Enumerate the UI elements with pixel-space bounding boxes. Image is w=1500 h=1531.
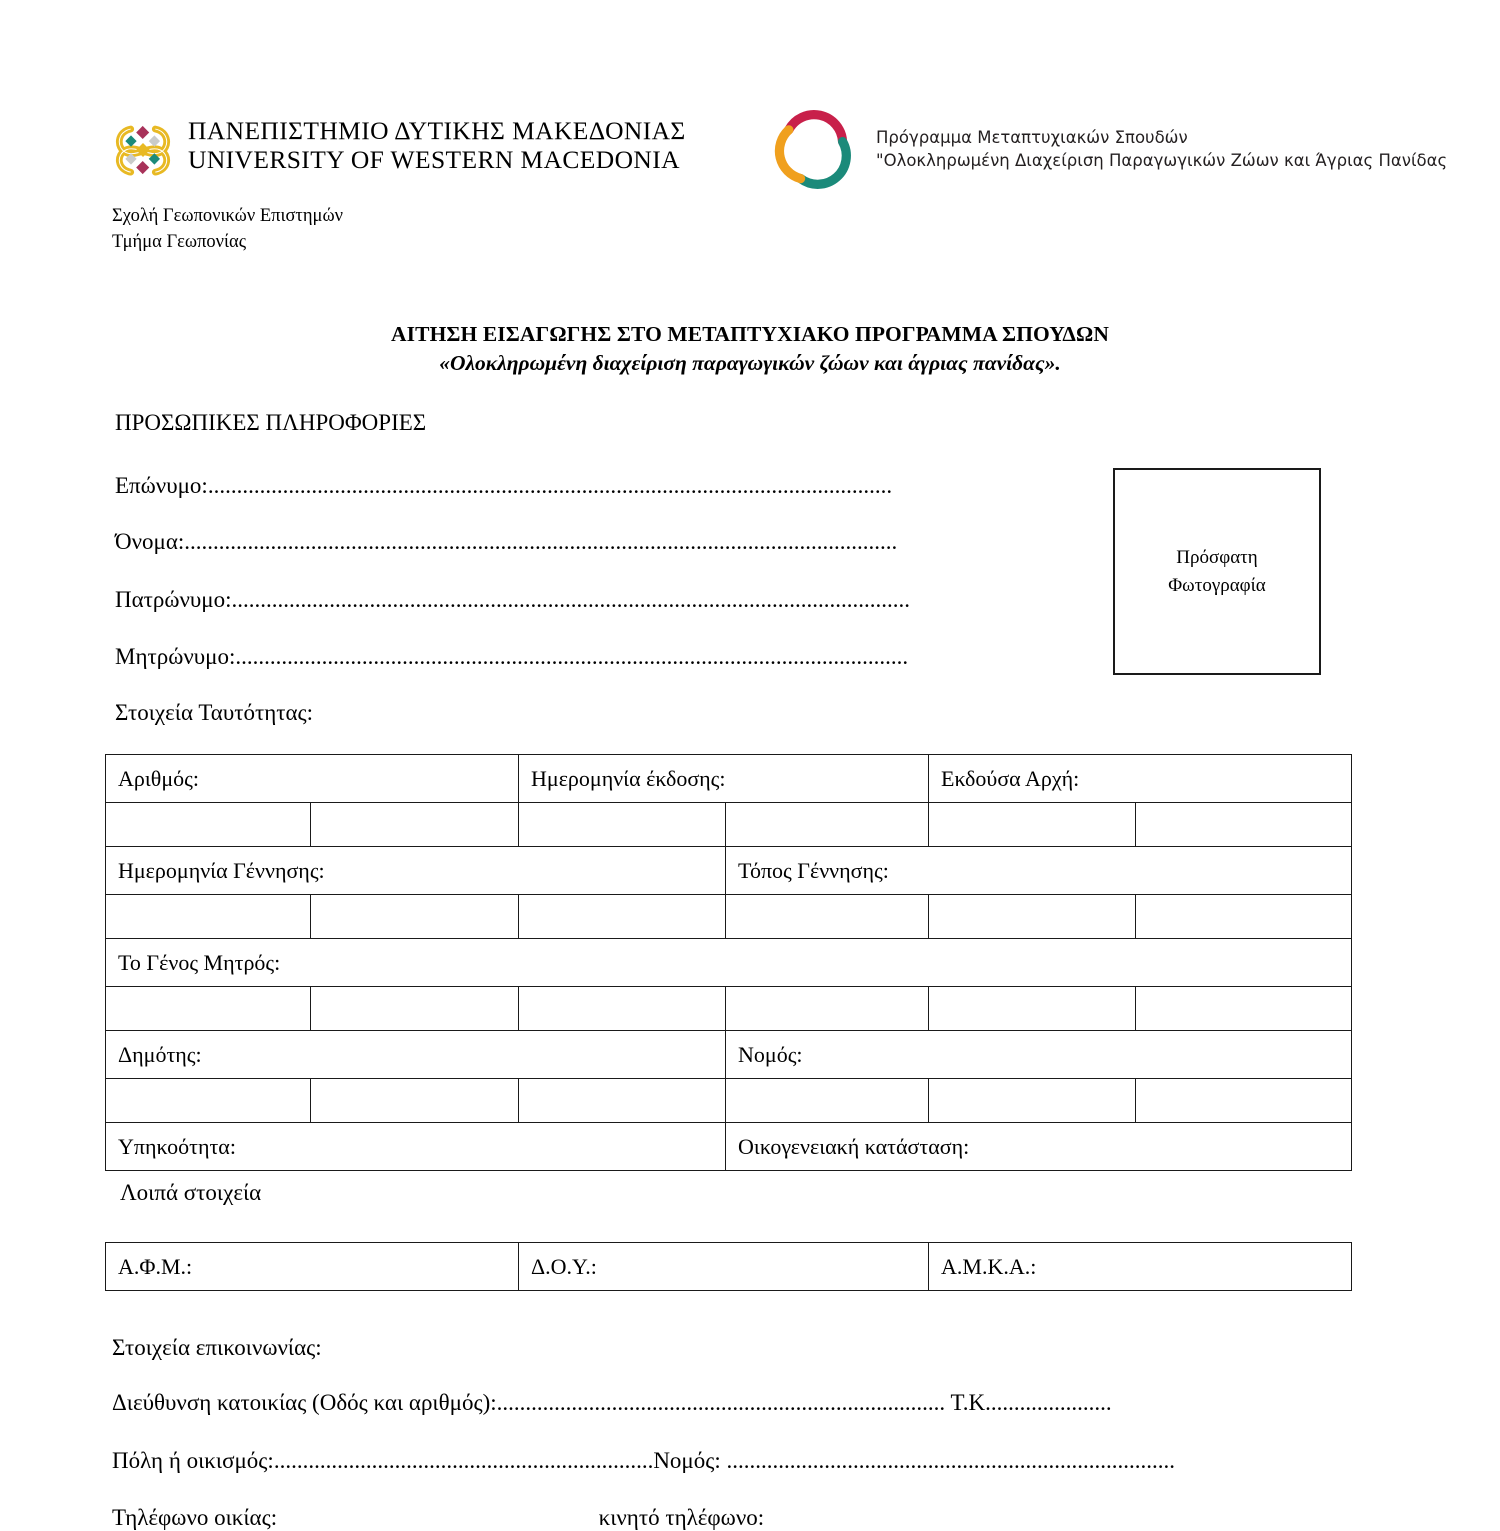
document-header xyxy=(0,0,1500,260)
programme-text xyxy=(876,127,1447,173)
celtic-knot-logo-icon xyxy=(112,118,174,182)
table-input-cell[interactable] xyxy=(106,803,311,847)
table-label-cell: Α.Φ.Μ.: xyxy=(106,1243,519,1291)
table-label-cell: Δ.Ο.Υ.: xyxy=(519,1243,929,1291)
table-label-cell: Ημερομηνία έκδοσης: xyxy=(519,755,929,803)
field-address xyxy=(112,1390,1112,1416)
table-label-cell: Α.Μ.Κ.Α.: xyxy=(929,1243,1352,1291)
identity-table-body xyxy=(106,755,1352,1171)
circular-ring-logo-icon xyxy=(772,108,856,192)
field-fathername-dots[interactable]: ...................................................................................................................... xyxy=(231,587,911,612)
table-row xyxy=(106,803,1352,847)
table-row xyxy=(106,755,1352,803)
photo-placeholder-line-1: Πρόσφατη xyxy=(1176,546,1258,568)
table-input-cell[interactable] xyxy=(106,895,311,939)
table-input-cell[interactable] xyxy=(311,1079,519,1123)
identity-heading: Στοιχεία Ταυτότητας: xyxy=(115,700,314,725)
contact-heading: Στοιχεία επικοινωνίας: xyxy=(112,1335,322,1360)
field-city xyxy=(112,1448,1175,1474)
page-title xyxy=(0,320,1500,378)
table-row xyxy=(106,895,1352,939)
page-title-line-1: ΑΙΤΗΣΗ ΕΙΣΑΓΩΓΗΣ ΣΤΟ ΜΕΤΑΠΤΥΧΙΑΚΟ ΠΡΟΓΡΑΜΜΑ ΣΠΟΥΔΩΝ xyxy=(391,322,1109,346)
field-city-label: Πόλη ή οικισμός: xyxy=(112,1448,274,1473)
programme-logo-block xyxy=(772,108,1447,192)
field-prefecture-dots[interactable]: .............................................................................. xyxy=(726,1448,1176,1473)
page-title-line-2: «Ολοκληρωμένη διαχείριση παραγωγικών ζώων και άγριας πανίδας». xyxy=(439,351,1061,376)
field-fathername-label: Πατρώνυμο: xyxy=(115,587,232,612)
table-input-cell[interactable] xyxy=(726,803,929,847)
field-firstname-dots[interactable]: ............................................................................................................................ xyxy=(184,529,898,554)
field-fathername xyxy=(115,587,910,613)
field-mothername-label: Μητρώνυμο: xyxy=(115,644,236,669)
photo-placeholder-box[interactable] xyxy=(1113,468,1321,675)
table-label-cell: Τόπος Γέννησης: xyxy=(726,847,1352,895)
field-prefecture-label: Νομός: xyxy=(653,1448,721,1473)
table-label-cell: Αριθμός: xyxy=(106,755,519,803)
table-input-cell[interactable] xyxy=(1136,987,1352,1031)
table-input-cell[interactable] xyxy=(311,987,519,1031)
field-home-phone-label: Τηλέφωνο οικίας: xyxy=(112,1505,278,1530)
table-input-cell[interactable] xyxy=(519,895,726,939)
table-label-cell: Υπηκοότητα: xyxy=(106,1123,726,1171)
university-name-greek: ΠΑΝΕΠΙΣΤΗΜΙΟ ΔΥΤΙΚΗΣ ΜΑΚΕΔΟΝΙΑΣ xyxy=(188,116,686,145)
programme-line-2: "Ολοκληρωμένη Διαχείριση Παραγωγικών Ζώων και Άγριας Πανίδας xyxy=(876,151,1448,170)
field-address-label: Διεύθυνση κατοικίας (Οδός και αριθμός): xyxy=(112,1390,497,1415)
table-input-cell[interactable] xyxy=(929,895,1136,939)
field-mothername xyxy=(115,644,908,670)
table-input-cell[interactable] xyxy=(726,1079,929,1123)
table-row xyxy=(106,847,1352,895)
table-input-cell[interactable] xyxy=(726,987,929,1031)
table-input-cell[interactable] xyxy=(519,803,726,847)
personal-info-heading: ΠΡΟΣΩΠΙΚΕΣ ΠΛΗΡΟΦΟΡΙΕΣ xyxy=(115,410,427,435)
school-name: Σχολή Γεωπονικών Επιστημών xyxy=(112,206,343,226)
field-mothername-dots[interactable]: ..................................................................................................................... xyxy=(235,644,909,669)
table-input-cell[interactable] xyxy=(929,987,1136,1031)
table-input-cell[interactable] xyxy=(929,1079,1136,1123)
table-input-cell[interactable] xyxy=(311,803,519,847)
identity-table xyxy=(105,754,1352,1171)
other-details-heading: Λοιπά στοιχεία xyxy=(120,1180,262,1205)
table-label-cell: Ημερομηνία Γέννησης: xyxy=(106,847,726,895)
field-address-dots[interactable]: .............................................................................. xyxy=(496,1390,946,1415)
department-name: Τμήμα Γεωπονίας xyxy=(112,232,247,253)
table-input-cell[interactable] xyxy=(1136,1079,1352,1123)
table-label-cell: Δημότης: xyxy=(106,1031,726,1079)
photo-placeholder-text xyxy=(1168,544,1265,599)
field-firstname xyxy=(115,529,897,555)
table-input-cell[interactable] xyxy=(106,1079,311,1123)
field-postcode-label: Τ.Κ xyxy=(950,1390,986,1415)
field-phones xyxy=(112,1505,764,1531)
table-row xyxy=(106,987,1352,1031)
table-input-cell[interactable] xyxy=(1136,803,1352,847)
faculty-block xyxy=(112,203,343,256)
table-row xyxy=(106,1031,1352,1079)
field-firstname-label: Όνομα: xyxy=(115,529,185,554)
table-input-cell[interactable] xyxy=(726,895,929,939)
table-row xyxy=(106,939,1352,987)
table-label-cell: Το Γένος Μητρός: xyxy=(106,939,1352,987)
university-name-english: UNIVERSITY OF WESTERN MACEDONIA xyxy=(188,145,680,175)
table-input-cell[interactable] xyxy=(519,987,726,1031)
field-surname-dots[interactable]: ....................................................................................................................... xyxy=(207,473,893,498)
table-row xyxy=(106,1243,1352,1291)
other-details-table xyxy=(105,1242,1352,1291)
field-city-dots[interactable]: .................................................................. xyxy=(273,1448,654,1473)
photo-placeholder-line-2: Φωτογραφία xyxy=(1168,574,1266,596)
table-label-cell: Νομός: xyxy=(726,1031,1352,1079)
field-postcode-dots[interactable]: ...................... xyxy=(985,1390,1112,1415)
university-logo-block xyxy=(112,116,686,182)
field-surname-label: Επώνυμο: xyxy=(115,473,208,498)
field-mobile-phone-label: κινητό τηλέφωνο: xyxy=(598,1505,765,1530)
table-input-cell[interactable] xyxy=(1136,895,1352,939)
table-row xyxy=(106,1123,1352,1171)
other-details-table-body xyxy=(106,1243,1352,1291)
table-row xyxy=(106,1079,1352,1123)
university-names xyxy=(188,116,686,174)
field-surname xyxy=(115,473,892,499)
table-input-cell[interactable] xyxy=(519,1079,726,1123)
table-label-cell: Εκδούσα Αρχή: xyxy=(929,755,1352,803)
table-label-cell: Οικογενειακή κατάσταση: xyxy=(726,1123,1352,1171)
table-input-cell[interactable] xyxy=(106,987,311,1031)
programme-line-1: Πρόγραμμα Μεταπτυχιακών Σπουδών xyxy=(876,128,1188,148)
table-input-cell[interactable] xyxy=(311,895,519,939)
table-input-cell[interactable] xyxy=(929,803,1136,847)
